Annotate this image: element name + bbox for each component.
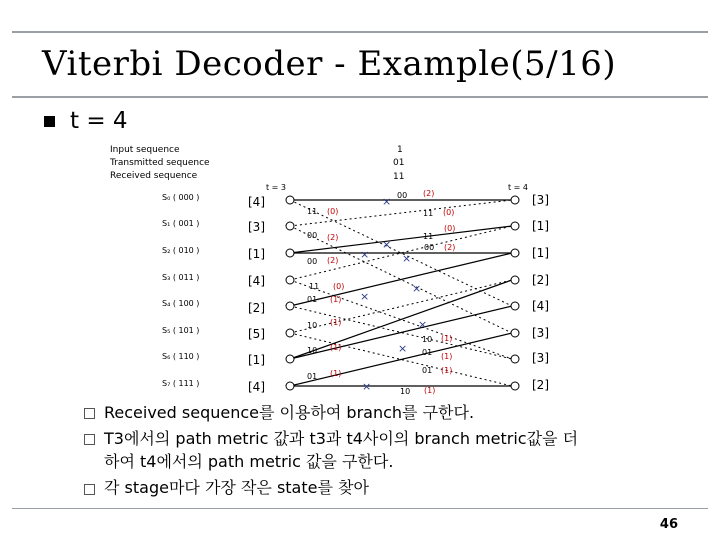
metric-t3-1: [3] [248, 220, 265, 234]
state-label-1: S₁ ( 001 ) [162, 219, 200, 228]
sub-bullet-marker-3 [84, 484, 95, 495]
node-t4-s5 [511, 329, 519, 337]
branch-out-6: 11 [309, 282, 320, 291]
state-label-3: S₃ ( 011 ) [162, 273, 200, 282]
branch-s2-s1 [290, 226, 512, 253]
branch-out-4: 00 [424, 243, 435, 252]
metric-t3-7: [4] [248, 380, 265, 394]
metric-t4-6: [3] [532, 351, 549, 365]
node-t4-s4 [511, 302, 519, 310]
discard-mark-2: × [382, 238, 392, 251]
node-t4-s6 [511, 355, 519, 363]
header-label-input: Input sequence [110, 145, 180, 155]
header-value-received: 11 [393, 172, 405, 182]
node-t4-s3 [511, 276, 519, 284]
branch-bm-9: (1) [330, 318, 342, 327]
state-label-7: S₇ ( 111 ) [162, 379, 200, 388]
metric-t4-0: [3] [532, 193, 549, 207]
node-t4-s1 [511, 222, 519, 230]
sub-bullet-3: 각 stage마다 가장 작은 state를 찾아 [104, 478, 369, 497]
node-t3-s1 [286, 222, 294, 230]
header-label-transmitted: Transmitted sequence [110, 158, 210, 168]
branch-bm-15: (1) [424, 386, 436, 395]
branch-out-8: 01 [307, 295, 318, 304]
branch-out-5: 11 [423, 232, 434, 241]
metric-t3-2: [1] [248, 247, 265, 261]
sub-bullet-marker-2 [84, 434, 95, 445]
branch-out-10: 10 [422, 335, 433, 344]
branch-bm-6: (0) [333, 282, 345, 291]
time-label-t4: t = 4 [508, 183, 529, 192]
discard-mark-9: × [362, 380, 372, 393]
branch-bm-4: (2) [444, 243, 456, 252]
node-t3-s3 [286, 276, 294, 284]
metric-t4-7: [2] [532, 378, 549, 392]
branch-s7-s5 [290, 333, 512, 386]
main-bullet-text: t = 4 [70, 108, 128, 134]
header-value-transmitted: 01 [393, 158, 405, 168]
branch-bm-12: (1) [330, 343, 342, 352]
branch-out-1: 11 [307, 207, 318, 216]
state-label-4: S₄ ( 100 ) [162, 299, 200, 308]
branch-out-11: 01 [422, 348, 433, 357]
sub-bullet-1: Received sequence를 이용하여 branch를 구한다. [104, 403, 475, 422]
branch-bm-5: (0) [444, 224, 456, 233]
node-t4-s2 [511, 249, 519, 257]
discard-mark-4: × [402, 252, 412, 265]
branch-bm-7: (2) [327, 256, 339, 265]
branch-bm-8: (1) [330, 295, 342, 304]
node-t3-s6 [286, 355, 294, 363]
metric-t4-2: [1] [532, 246, 549, 260]
metric-t4-1: [1] [532, 219, 549, 233]
metric-t4-4: [4] [532, 299, 549, 313]
state-label-2: S₂ ( 010 ) [162, 246, 200, 255]
branch-out-7: 00 [307, 257, 318, 266]
node-t3-s4 [286, 302, 294, 310]
branch-bm-11: (1) [441, 352, 453, 361]
branch-out-9: 10 [307, 321, 318, 330]
metric-t4-3: [2] [532, 273, 549, 287]
branch-out-2: 11 [423, 209, 434, 218]
branch-s1-s0 [290, 200, 512, 226]
branch-out-0: 00 [397, 191, 408, 200]
sub-bullet-2-line-2: 하여 t4에서의 path metric 값을 구한다. [104, 452, 394, 471]
branch-s4-s2 [290, 253, 512, 306]
sub-bullet-2-line-1: T3에서의 path metric 값과 t3과 t4사이의 branch metric값을 더 [104, 429, 579, 448]
header-value-input: 1 [397, 145, 403, 155]
branch-out-13: 01 [307, 372, 318, 381]
branch-bm-10: (1) [441, 334, 453, 343]
metric-t3-3: [4] [248, 274, 265, 288]
node-t3-s0 [286, 196, 294, 204]
metric-t3-6: [1] [248, 353, 265, 367]
discard-mark-6: × [360, 290, 370, 303]
branch-out-14: 01 [422, 366, 433, 375]
discard-mark-7: × [418, 318, 428, 331]
state-label-5: S₅ ( 101 ) [162, 326, 200, 335]
node-t4-s7 [511, 382, 519, 390]
sub-bullet-marker-1 [84, 408, 95, 419]
node-t3-s5 [286, 329, 294, 337]
branch-out-12: 10 [307, 346, 318, 355]
node-t3-s2 [286, 249, 294, 257]
header-label-received: Received sequence [110, 171, 198, 181]
discard-mark-3: × [360, 248, 370, 261]
state-label-0: S₀ ( 000 ) [162, 193, 200, 202]
branch-out-15: 10 [400, 387, 411, 396]
metric-t3-0: [4] [248, 195, 265, 209]
branch-bm-1: (0) [327, 207, 339, 216]
branch-bm-14: (1) [441, 366, 453, 375]
branch-bm-0: (2) [423, 189, 435, 198]
branch-out-3: 00 [307, 231, 318, 240]
metric-t3-5: [5] [248, 327, 265, 341]
metric-t3-4: [2] [248, 301, 265, 315]
branch-bm-13: (1) [330, 369, 342, 378]
branch-bm-2: (0) [443, 208, 455, 217]
branch-bm-3: (2) [327, 233, 339, 242]
discard-mark-8: × [398, 342, 408, 355]
node-t3-s7 [286, 382, 294, 390]
footer-rule [12, 508, 708, 509]
metric-t4-5: [3] [532, 326, 549, 340]
branch-s5-s2 [290, 280, 512, 333]
slide-title: Viterbi Decoder - Example(5/16) [42, 44, 617, 84]
node-t4-s0 [511, 196, 519, 204]
discard-mark-1: × [382, 195, 392, 208]
time-label-t3: t = 3 [266, 183, 287, 192]
discard-mark-5: × [412, 282, 422, 295]
page-number: 46 [659, 517, 678, 532]
state-label-6: S₆ ( 110 ) [162, 352, 200, 361]
